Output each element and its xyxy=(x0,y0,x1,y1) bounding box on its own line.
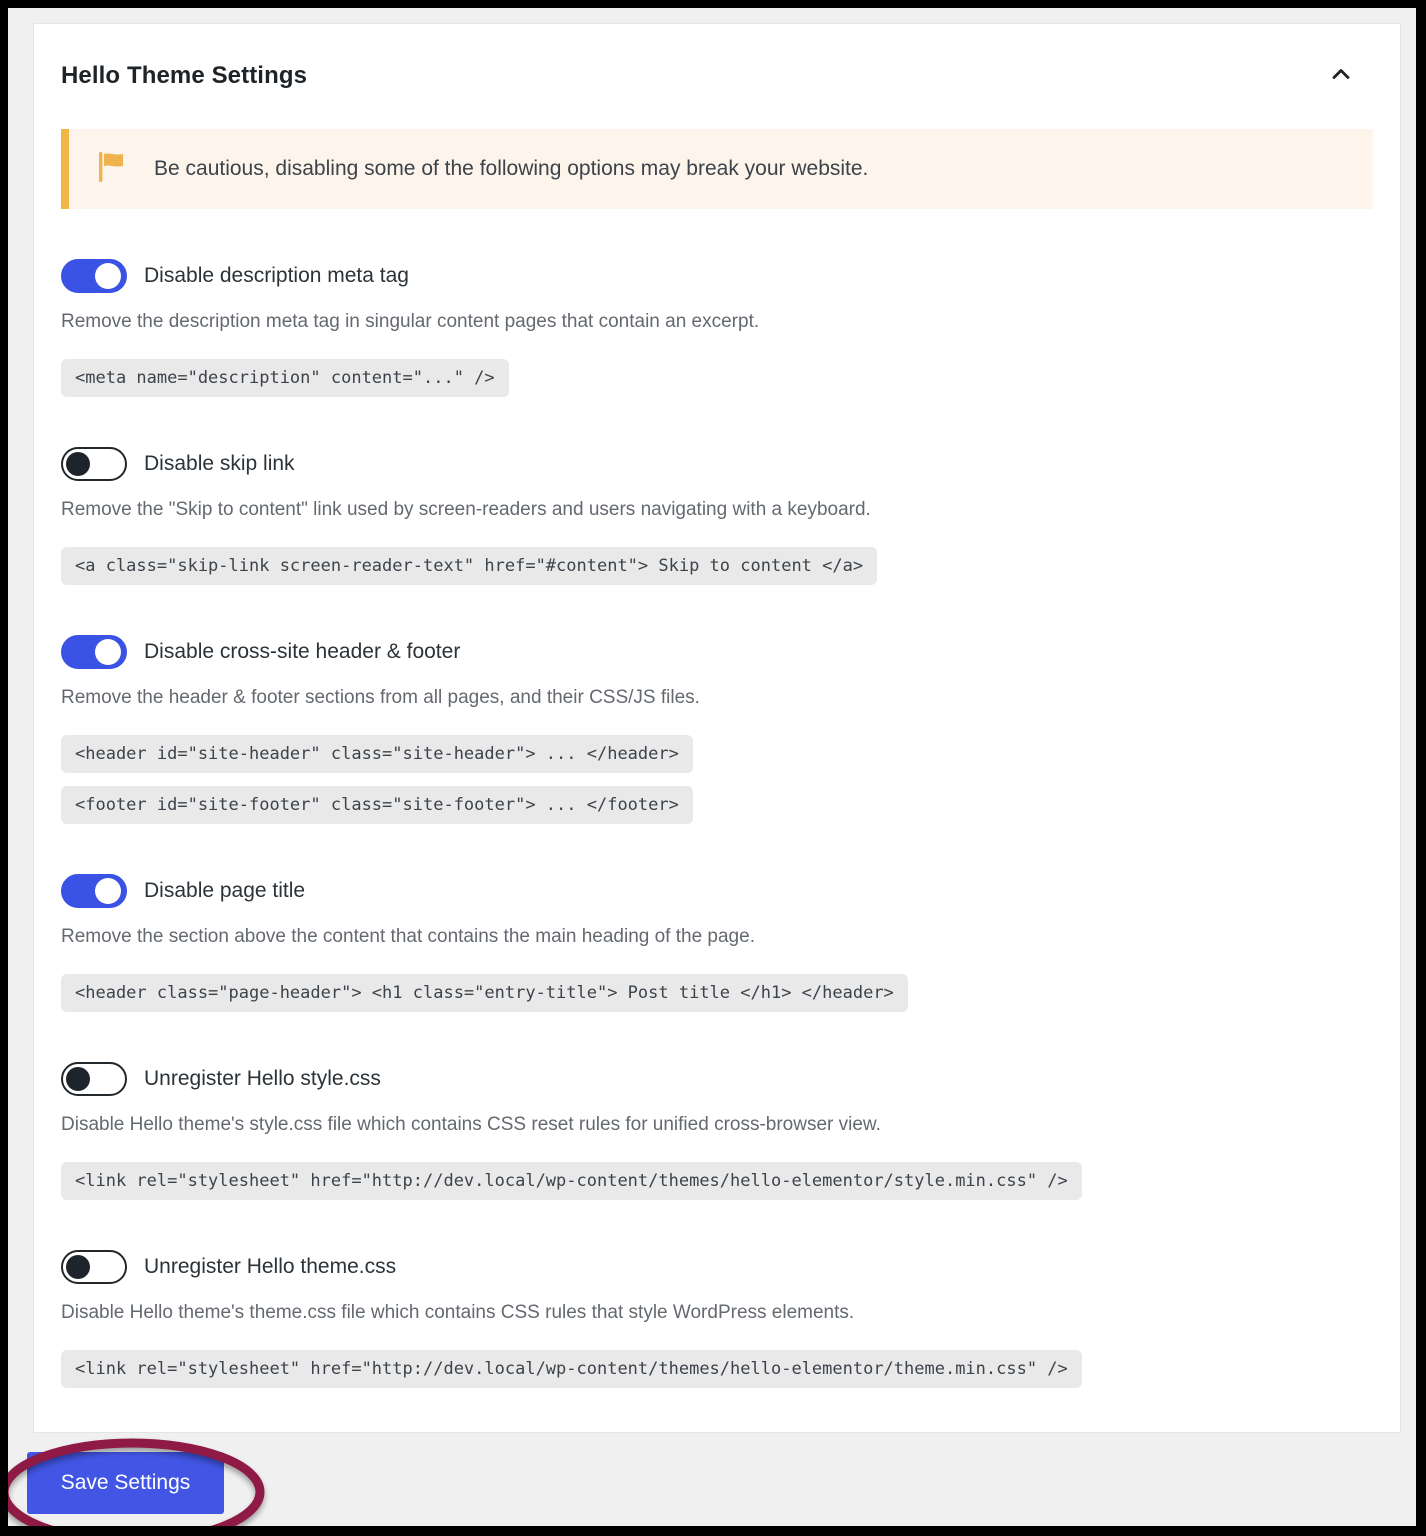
code-snippet: <footer id="site-footer" class="site-footer"> ... </footer> xyxy=(61,786,693,824)
setting-unregister-hello-style-css xyxy=(61,1062,1373,1200)
save-settings-button[interactable]: Save Settings xyxy=(27,1452,224,1514)
setting-description: Disable Hello theme's style.css file which contains CSS reset rules for unified cross-browser view. xyxy=(61,1114,881,1135)
setting-label: Unregister Hello style.css xyxy=(144,1067,381,1090)
save-settings-area xyxy=(27,1452,224,1514)
code-snippet: <a class="skip-link screen-reader-text" href="#content"> Skip to content </a> xyxy=(61,547,877,585)
setting-disable-description-meta-tag xyxy=(61,259,1373,397)
collapse-panel-button[interactable] xyxy=(1323,56,1359,95)
toggle-knob xyxy=(95,878,121,904)
code-snippet: <link rel="stylesheet" href="http://dev.local/wp-content/themes/hello-elementor/style.min.css" /> xyxy=(61,1162,1082,1200)
panel-title: Hello Theme Settings xyxy=(61,61,308,89)
flag-icon xyxy=(97,150,127,189)
setting-label: Disable skip link xyxy=(144,452,295,475)
setting-unregister-hello-theme-css xyxy=(61,1250,1373,1388)
setting-disable-cross-site-header-footer xyxy=(61,635,1373,824)
code-snippet: <header id="site-header" class="site-header"> ... </header> xyxy=(61,735,693,773)
caution-notice xyxy=(61,129,1373,209)
setting-label: Unregister Hello theme.css xyxy=(144,1255,397,1278)
toggle-knob xyxy=(95,639,121,665)
toggle-knob xyxy=(95,263,121,289)
toggle-disable-cross-site-header-footer[interactable] xyxy=(61,635,127,669)
setting-description: Remove the section above the content that contains the main heading of the page. xyxy=(61,926,755,947)
toggle-disable-skip-link[interactable] xyxy=(61,447,127,481)
toggle-knob xyxy=(66,1067,90,1091)
chevron-up-icon xyxy=(1327,60,1355,91)
toggle-knob xyxy=(66,1255,90,1279)
setting-description: Remove the description meta tag in singular content pages that contain an excerpt. xyxy=(61,311,760,332)
setting-disable-page-title xyxy=(61,874,1373,1012)
code-snippet: <meta name="description" content="..." /> xyxy=(61,359,509,397)
toggle-unregister-hello-style-css[interactable] xyxy=(61,1062,127,1096)
panel-header xyxy=(61,56,1373,95)
code-snippet: <link rel="stylesheet" href="http://dev.local/wp-content/themes/hello-elementor/theme.min.css" /> xyxy=(61,1350,1082,1388)
hello-theme-settings-panel xyxy=(33,23,1401,1433)
setting-description: Disable Hello theme's theme.css file which contains CSS rules that style WordPress elements. xyxy=(61,1302,855,1323)
setting-description: Remove the header & footer sections from all pages, and their CSS/JS files. xyxy=(61,687,700,708)
toggle-disable-description-meta-tag[interactable] xyxy=(61,259,127,293)
page xyxy=(8,8,1416,1526)
setting-label: Disable cross-site header & footer xyxy=(144,640,461,663)
caution-notice-text: Be cautious, disabling some of the following options may break your website. xyxy=(154,157,869,180)
setting-label: Disable page title xyxy=(144,879,306,902)
toggle-disable-page-title[interactable] xyxy=(61,874,127,908)
setting-label: Disable description meta tag xyxy=(144,264,409,287)
setting-disable-skip-link xyxy=(61,447,1373,585)
setting-description: Remove the "Skip to content" link used by screen-readers and users navigating with a keyboard. xyxy=(61,499,871,520)
toggle-knob xyxy=(66,452,90,476)
toggle-unregister-hello-theme-css[interactable] xyxy=(61,1250,127,1284)
code-snippet: <header class="page-header"> <h1 class="entry-title"> Post title </h1> </header> xyxy=(61,974,908,1012)
